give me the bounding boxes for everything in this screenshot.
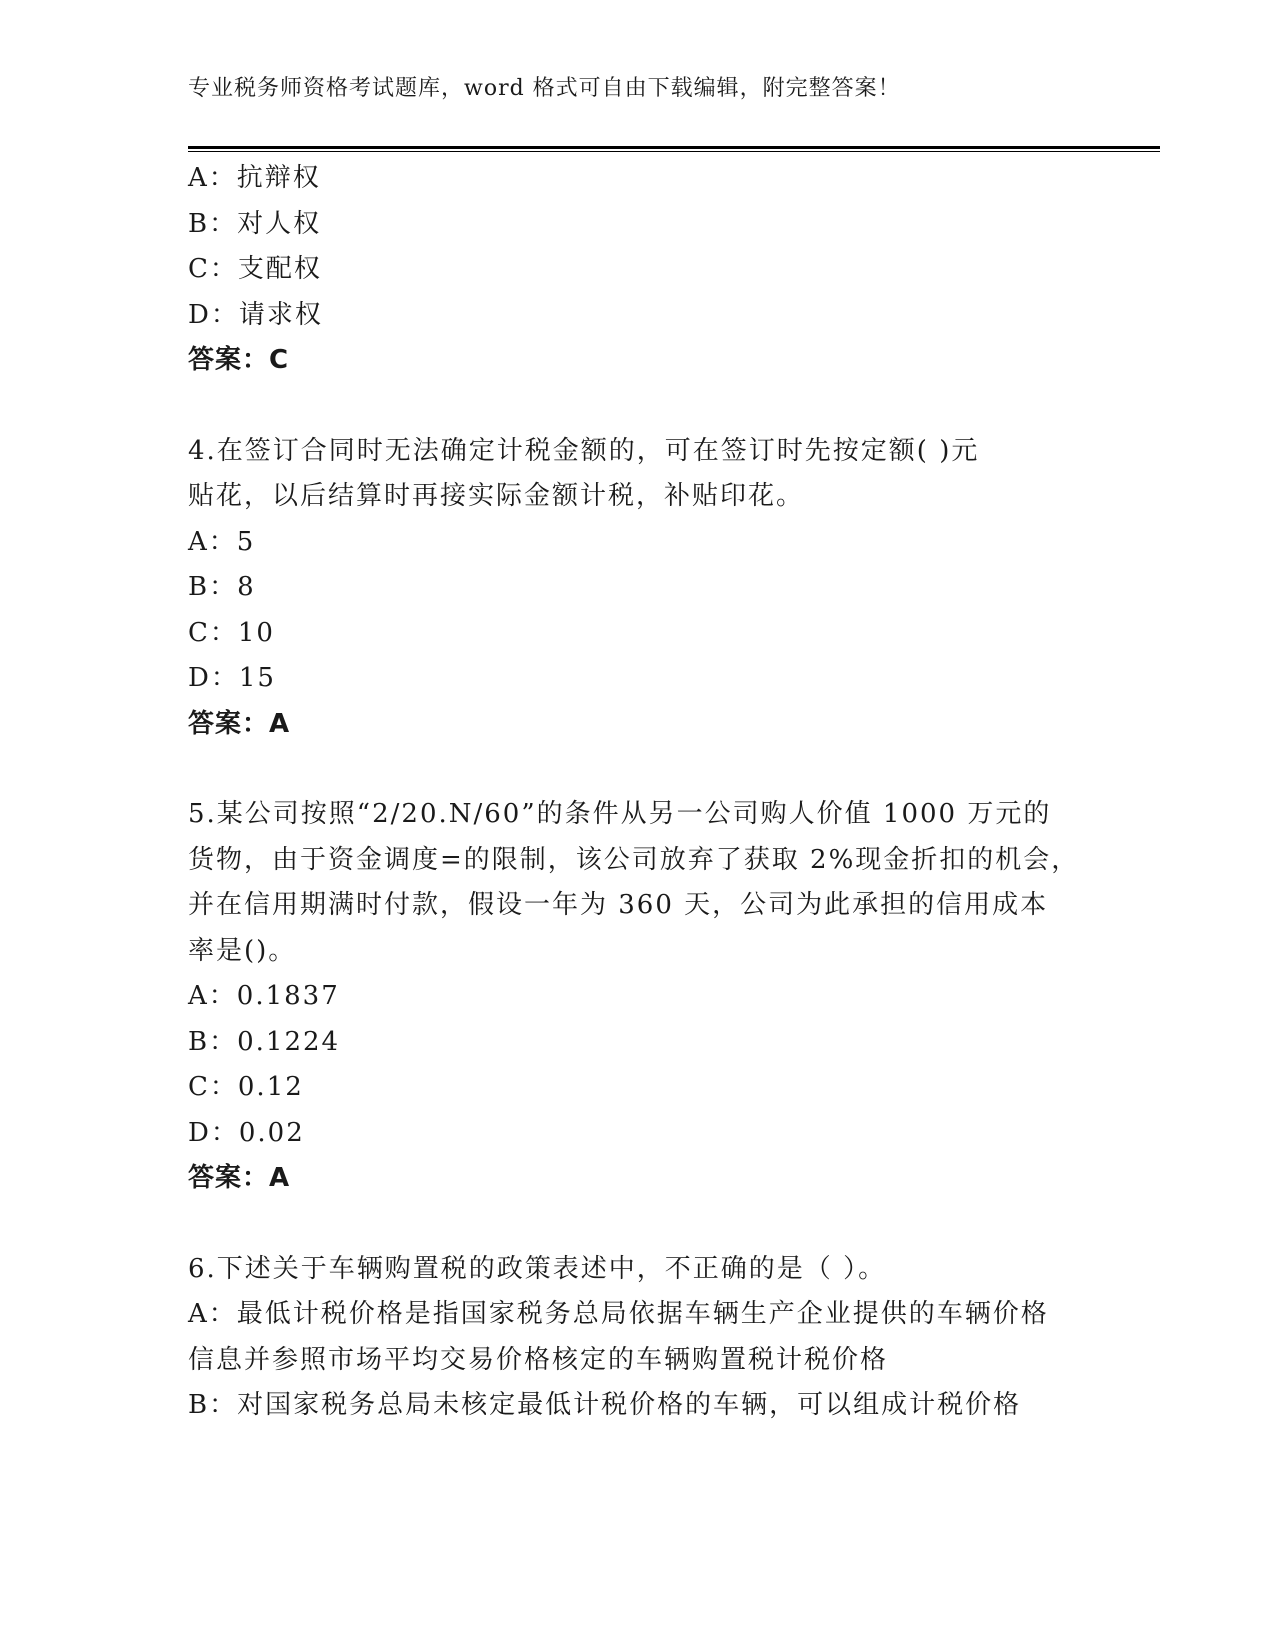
question-content (188, 156, 1088, 1429)
question-stem-line: 6.下述关于车辆购置税的政策表述中，不正确的是（ ）。 (188, 1253, 887, 1284)
question-stem-line: 5.某公司按照“2/20.N/60”的条件从另一公司购人价值 1000 万元的 (188, 799, 1052, 829)
question-stem-line: 货物，由于资金调度=的限制，该公司放弃了获取 2%现金折扣的机会， (188, 844, 1080, 875)
answer: 答案：A (188, 1163, 291, 1193)
option-d: D：15 (188, 663, 276, 693)
page-header: 专业税务师资格考试题库，word 格式可自由下载编辑，附完整答案！ (188, 76, 901, 101)
option-a: A：抗辩权 (188, 163, 321, 193)
answer: 答案：C (188, 345, 290, 375)
option-a: A：0.1837 (188, 981, 340, 1011)
option-a: A：5 (188, 526, 256, 557)
question-stem-line: 并在信用期满时付款，假设一年为 360 天，公司为此承担的信用成本 (188, 890, 1049, 920)
header-rule-thick (188, 146, 1160, 149)
option-c: C：支配权 (188, 254, 322, 284)
option-c: C：10 (188, 617, 275, 648)
question-4 (188, 429, 1088, 748)
question-stem-line: 率是()。 (188, 935, 297, 966)
option-c: C：0.12 (188, 1072, 304, 1102)
question-6 (188, 1247, 1088, 1429)
option-a-continued: 信息并参照市场平均交易价格核定的车辆购置税计税价格 (188, 1344, 889, 1375)
question-3 (188, 156, 1088, 384)
question-5 (188, 792, 1088, 1202)
option-a: A：最低计税价格是指国家税务总局依据车辆生产企业提供的车辆价格 (188, 1299, 1049, 1329)
question-stem-line: 贴花，以后结算时再接实际金额计税，补贴印花。 (188, 481, 805, 511)
answer: 答案：A (188, 708, 291, 739)
option-b: B：对国家税务总局未核定最低计税价格的车辆，可以组成计税价格 (188, 1390, 1022, 1420)
option-b: B：0.1224 (188, 1026, 341, 1057)
option-d: D：请求权 (188, 299, 323, 330)
question-stem-line: 4.在签订合同时无法确定计税金额的，可在签订时先按定额( )元 (188, 435, 980, 466)
option-d: D：0.02 (188, 1117, 305, 1148)
option-b: B：对人权 (188, 208, 322, 239)
header-rule-thin (188, 151, 1160, 152)
option-b: B：8 (188, 572, 256, 602)
